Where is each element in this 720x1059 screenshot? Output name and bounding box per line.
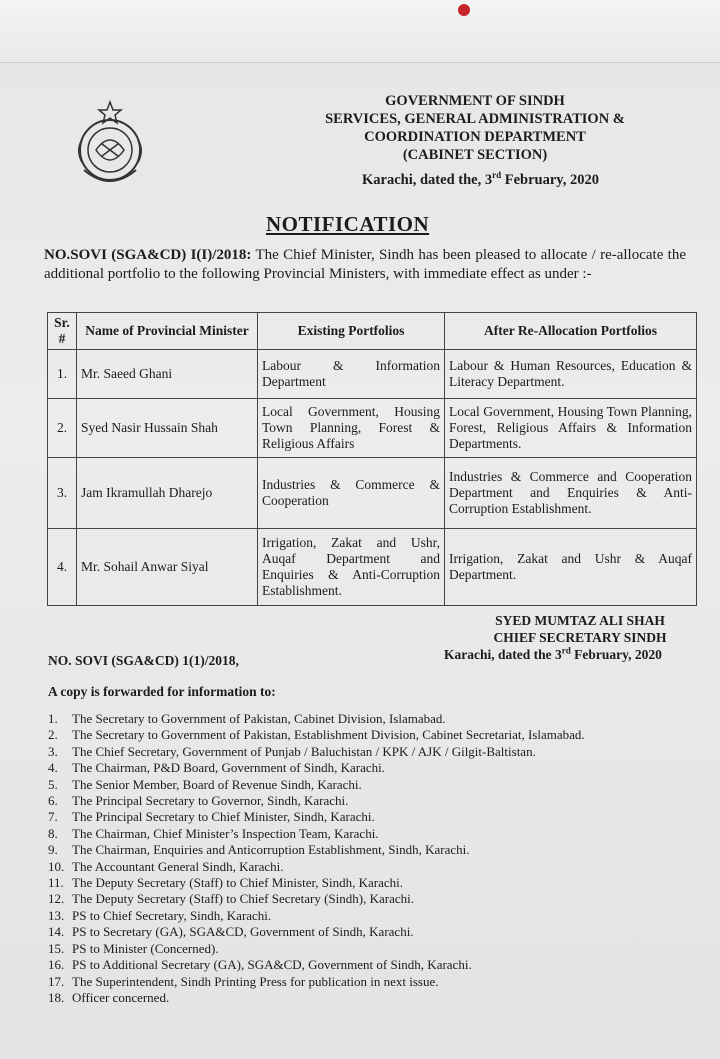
cell-after: Local Government, Housing Town Planning, Forest, Religious Affairs & Information Departments. (445, 399, 697, 458)
list-item: 14. PS to Secretary (GA), SGA&CD, Government of Sindh, Karachi. (48, 924, 414, 940)
list-item: 2. The Secretary to Government of Pakistan, Establishment Division, Cabinet Secretariat, Islamabad. (48, 727, 585, 743)
table-row (48, 399, 697, 458)
cell-name: Syed Nasir Hussain Shah (77, 399, 258, 458)
notification-intro (44, 246, 686, 284)
previous-page-strip (0, 0, 720, 63)
list-item: 11. The Deputy Secretary (Staff) to Chief Minister, Sindh, Karachi. (48, 875, 404, 891)
department-header (310, 92, 640, 164)
cell-existing: Industries & Commerce & Cooperation (258, 458, 445, 529)
col-existing: Existing Portfolios (258, 313, 445, 350)
list-item: 9. The Chairman, Enquiries and Anticorruption Establishment, Sindh, Karachi. (48, 842, 470, 858)
list-item: 10. The Accountant General Sindh, Karachi. (48, 858, 284, 874)
copy-ref-number: NO. SOVI (SGA&CD) 1(1)/2018, (48, 653, 239, 668)
col-name: Name of Provincial Minister (77, 313, 258, 350)
notification-title: NOTIFICATION (266, 212, 430, 236)
cell-sr: 2. (48, 399, 77, 458)
cell-after: Irrigation, Zakat and Ushr & Auqaf Department. (445, 529, 697, 606)
red-dot-marker (458, 4, 470, 16)
col-after: After Re-Allocation Portfolios (445, 313, 697, 350)
cell-name: Mr. Sohail Anwar Siyal (77, 529, 258, 606)
header-line-4: (CABINET SECTION) (402, 147, 548, 163)
list-item: 7. The Principal Secretary to Chief Minister, Sindh, Karachi. (48, 809, 375, 825)
signatory-name: SYED MUMTAZ ALI SHAH (495, 613, 665, 628)
list-item: 18. Officer concerned. (48, 989, 170, 1005)
table-header-row (48, 313, 697, 350)
cell-sr: 4. (48, 529, 77, 606)
table-row (48, 458, 697, 529)
copy-date: Karachi, dated the 3rd February, 2020 (444, 645, 662, 662)
header-line-2: SERVICES, GENERAL ADMINISTRATION & (325, 111, 625, 127)
cell-sr: 1. (48, 350, 77, 399)
cell-existing: Irrigation, Zakat and Ushr, Auqaf Department and Enquiries & Anti-Corruption Establishment. (258, 529, 445, 606)
cell-existing: Local Government, Housing Town Planning, Forest & Religious Affairs (258, 399, 445, 458)
list-item: 17. The Superintendent, Sindh Printing Press for publication in next issue. (48, 973, 439, 989)
list-item: 16. PS to Additional Secretary (GA), SGA&CD, Government of Sindh, Karachi. (48, 957, 472, 973)
list-item: 8. The Chairman, Chief Minister’s Inspection Team, Karachi. (48, 825, 379, 841)
header-line-3: COORDINATION DEPARTMENT (364, 129, 586, 145)
cell-after: Labour & Human Resources, Education & Literacy Department. (445, 350, 697, 399)
list-item: 13. PS to Chief Secretary, Sindh, Karachi. (48, 907, 272, 923)
government-of-sindh-emblem-icon (66, 100, 154, 188)
notification-text: The Chief Minister, Sindh has been pleased to allocate / re-allocate the additional portfolio to the following Provincial Ministers, with immediate effect as under :- (44, 247, 687, 282)
table-row (48, 529, 697, 606)
cell-existing: Labour & Information Department (258, 350, 445, 399)
copy-heading: A copy is forwarded for information to: (48, 684, 276, 699)
list-item: 15. PS to Minister (Concerned). (48, 940, 219, 956)
table-row (48, 350, 697, 399)
notification-date: Karachi, dated the, 3rd February, 2020 (362, 170, 599, 188)
notification-ref: NO.SOVI (SGA&CD) I(I)/2018: (44, 247, 252, 263)
col-sr: Sr. # (48, 313, 77, 350)
distribution-list (48, 711, 688, 1006)
list-item: 4. The Chairman, P&D Board, Government of Sindh, Karachi. (48, 760, 386, 776)
portfolio-table (47, 312, 697, 606)
signatory-designation: CHIEF SECRETARY SINDH (493, 630, 667, 645)
signature-block (460, 612, 700, 646)
list-item: 1. The Secretary to Government of Pakistan, Cabinet Division, Islamabad. (48, 711, 446, 726)
cell-sr: 3. (48, 458, 77, 529)
cell-name: Jam Ikramullah Dharejo (77, 458, 258, 529)
list-item: 12. The Deputy Secretary (Staff) to Chief Secretary (Sindh), Karachi. (48, 891, 414, 907)
list-item: 3. The Chief Secretary, Government of Punjab / Baluchistan / KPK / AJK / Gilgit-Baltistan. (48, 743, 536, 759)
header-line-1: GOVERNMENT OF SINDH (385, 93, 565, 109)
list-item: 6. The Principal Secretary to Governor, Sindh, Karachi. (48, 793, 349, 809)
cell-name: Mr. Saeed Ghani (77, 350, 258, 399)
list-item: 5. The Senior Member, Board of Revenue Sindh, Karachi. (48, 776, 362, 792)
cell-after: Industries & Commerce and Cooperation Department and Enquiries & Anti-Corruption Establishment. (445, 458, 697, 529)
